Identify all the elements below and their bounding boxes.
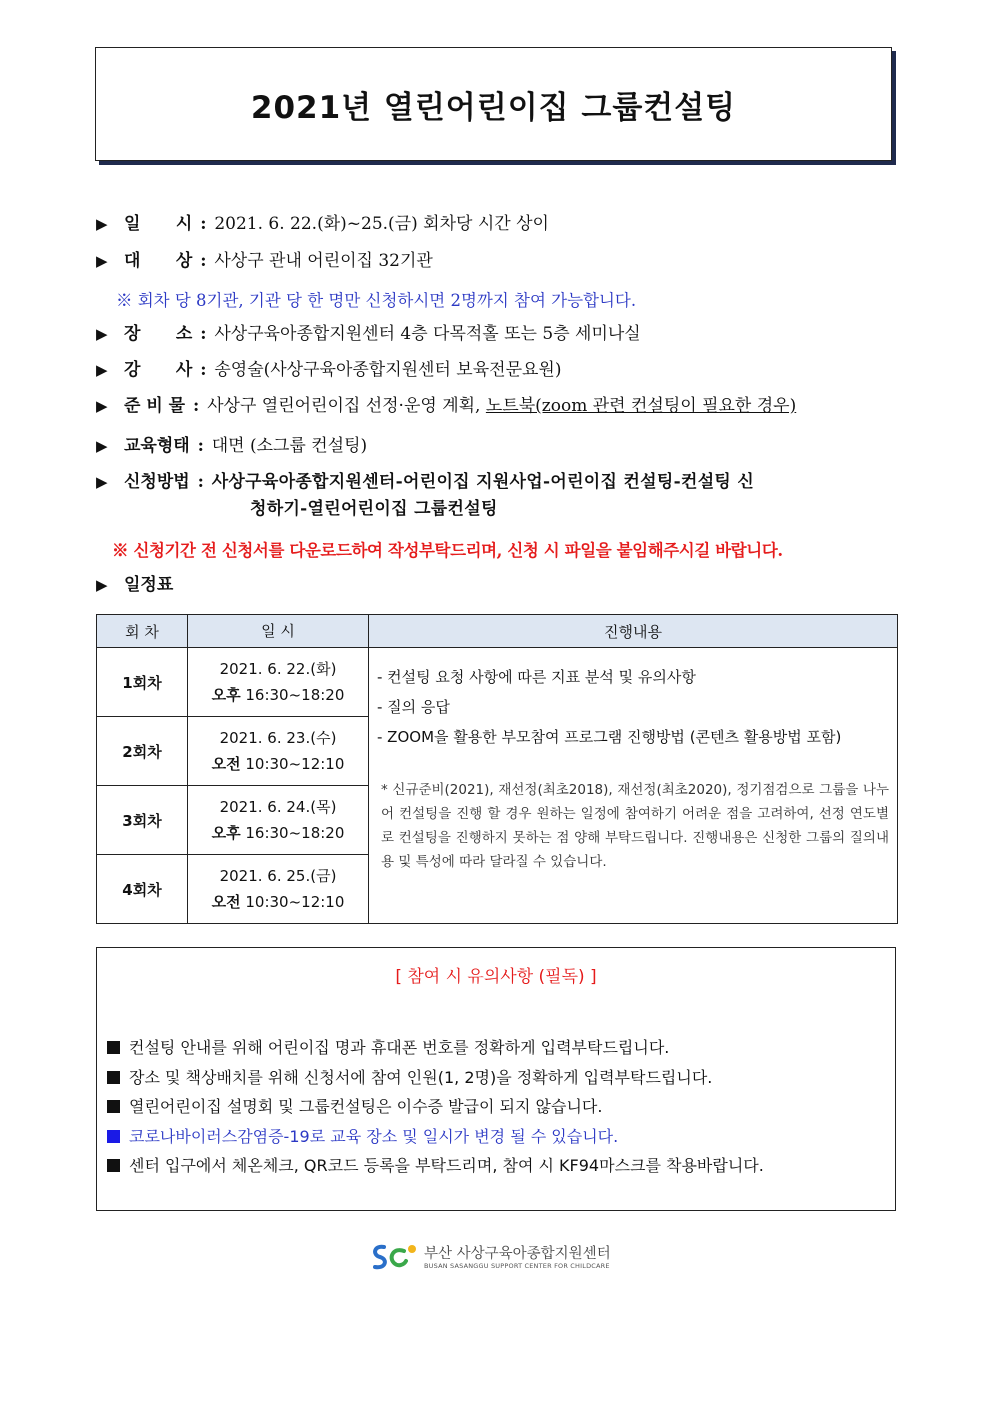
materials-laptop: 노트북(zoom 관련 컨설팅이 필요한 경우) bbox=[485, 396, 797, 416]
target-label: 대 상 bbox=[124, 251, 193, 271]
header-round: 회 차 bbox=[97, 615, 188, 648]
arrow-icon: ▶ bbox=[96, 576, 108, 594]
org-name: 부산 사상구육아종합지원센터 bbox=[424, 1246, 611, 1262]
table-header-row bbox=[97, 615, 898, 648]
info-target: ▶ 대 상 : 사상구 관내 어린이집 32기관 bbox=[96, 251, 433, 271]
round-cell: 1회차 bbox=[97, 648, 188, 717]
header-content: 진행내용 bbox=[369, 615, 898, 648]
content-item: - ZOOM을 활용한 부모참여 프로그램 진행방법 (콘텐츠 활용방법 포함) bbox=[377, 728, 842, 746]
schedule-label: 일정표 bbox=[124, 575, 174, 595]
target-note: ※ 회차 당 8기관, 기관 당 한 명만 신청하시면 2명까지 참여 가능합니다. bbox=[116, 291, 637, 310]
footer bbox=[370, 1241, 611, 1275]
info-date: ▶ 일 시 : 2021. 6. 22.(화)~25.(금) 회차당 시간 상이 bbox=[96, 214, 549, 234]
center-logo-icon bbox=[370, 1241, 420, 1275]
arrow-icon: ▶ bbox=[96, 325, 108, 343]
content-item: - 컨설팅 요청 사항에 따른 지표 분석 및 유의사항 bbox=[377, 668, 696, 686]
square-bullet-icon bbox=[107, 1159, 120, 1172]
org-name-en: BUSAN SASANGGU SUPPORT CENTER FOR CHILDCARE bbox=[424, 1262, 610, 1270]
square-bullet-icon bbox=[107, 1041, 120, 1054]
date-cell: 2021. 6. 23.(수) 오전 10:30~12:10 bbox=[188, 717, 369, 786]
format-value: 대면 (소그룹 컨설팅) bbox=[211, 436, 368, 456]
schedule-table bbox=[96, 614, 898, 924]
notice-item: 열린어린이집 설명회 및 그룹컨설팅은 이수증 발급이 되지 않습니다. bbox=[107, 1092, 895, 1122]
materials-value: 사상구 열린어린이집 선정·운영 계획, bbox=[207, 396, 486, 416]
apply-label: 신청방법 bbox=[124, 472, 190, 492]
page-title: 2021년 열린어린이집 그룹컨설팅 bbox=[250, 89, 737, 126]
info-place: ▶ 장 소 : 사상구육아종합지원센터 4층 다목적홀 또는 5층 세미나실 bbox=[96, 324, 641, 344]
notice-item: 장소 및 책상배치를 위해 신청서에 참여 인원(1, 2명)을 정확하게 입력부탁드립니다. bbox=[107, 1063, 895, 1093]
apply-value-line2: 청하기-열린어린이집 그룹컨설팅 bbox=[250, 499, 498, 519]
round-cell: 3회차 bbox=[97, 786, 188, 855]
lecturer-value: 송영술(사상구육아종합지원센터 보육전문요원) bbox=[214, 360, 562, 380]
arrow-icon: ▶ bbox=[96, 215, 108, 233]
info-lecturer: ▶ 강 사 : 송영술(사상구육아종합지원센터 보육전문요원) bbox=[96, 360, 562, 380]
notice-item: 센터 입구에서 체온체크, QR코드 등록을 부탁드리며, 참여 시 KF94마스크를 착용바랍니다. bbox=[107, 1151, 895, 1181]
info-format: ▶ 교육형태 : 대면 (소그룹 컨설팅) bbox=[96, 436, 368, 456]
date-cell: 2021. 6. 22.(화) 오후 16:30~18:20 bbox=[188, 648, 369, 717]
arrow-icon: ▶ bbox=[96, 473, 108, 491]
notice-box bbox=[96, 947, 896, 1211]
square-bullet-icon bbox=[107, 1130, 120, 1143]
apply-value-line1: 사상구육아종합지원센터-어린이집 지원사업-어린이집 컨설팅-컨설팅 신 bbox=[211, 472, 755, 492]
arrow-icon: ▶ bbox=[96, 252, 108, 270]
notice-item: 코로나바이러스감염증-19로 교육 장소 및 일시가 변경 될 수 있습니다. bbox=[107, 1122, 895, 1152]
info-apply: ▶ 신청방법 : 사상구육아종합지원센터-어린이집 지원사업-어린이집 컨설팅-컨설팅 신 bbox=[96, 472, 755, 492]
target-value: 사상구 관내 어린이집 32기관 bbox=[214, 251, 433, 271]
info-materials: ▶ 준 비 물 : 사상구 열린어린이집 선정·운영 계획, 노트북(zoom 관련 컨설팅이 필요한 경우) bbox=[96, 396, 797, 416]
notice-list bbox=[97, 1033, 895, 1181]
round-cell: 2회차 bbox=[97, 717, 188, 786]
content-item: - 질의 응답 bbox=[377, 698, 450, 716]
date-cell: 2021. 6. 25.(금) 오전 10:30~12:10 bbox=[188, 855, 369, 924]
date-value: 2021. 6. 22.(화)~25.(금) 회차당 시간 상이 bbox=[214, 214, 549, 234]
materials-label: 준 비 물 bbox=[124, 396, 186, 416]
date-cell: 2021. 6. 24.(목) 오후 16:30~18:20 bbox=[188, 786, 369, 855]
title-box bbox=[95, 47, 892, 161]
arrow-icon: ▶ bbox=[96, 397, 108, 415]
content-note: * 신규준비(2021), 재선정(최초2018), 재선정(최초2020), 정기점검으로 그룹을 나누어 컨설팅을 진행 할 경우 원하는 일정에 참여하기 어려운 점을 고려하여, 선정 연도별로 컨설팅을 진행하지 못하는 점 양해 부탁드립니다. 진행내용은 신청한 그룹의 질의내용 및 특성에 따라 달라질 수 있습니다. bbox=[381, 782, 889, 870]
place-label: 장 소 bbox=[124, 324, 193, 344]
table-row bbox=[97, 648, 898, 717]
info-schedule bbox=[96, 574, 173, 596]
format-label: 교육형태 bbox=[124, 436, 190, 456]
round-cell: 4회차 bbox=[97, 855, 188, 924]
header-date: 일 시 bbox=[188, 615, 369, 648]
date-label: 일 시 bbox=[124, 214, 193, 234]
arrow-icon: ▶ bbox=[96, 361, 108, 379]
notice-item: 컨설팅 안내를 위해 어린이집 명과 휴대폰 번호를 정확하게 입력부탁드립니다. bbox=[107, 1033, 895, 1063]
notice-title: [ 참여 시 유의사항 (필독) ] bbox=[395, 967, 597, 987]
place-value: 사상구육아종합지원센터 4층 다목적홀 또는 5층 세미나실 bbox=[214, 324, 641, 344]
content-cell bbox=[369, 648, 898, 924]
square-bullet-icon bbox=[107, 1100, 120, 1113]
apply-note: ※ 신청기간 전 신청서를 다운로드하여 작성부탁드리며, 신청 시 파일을 붙임해주시길 바랍니다. bbox=[112, 541, 783, 560]
arrow-icon: ▶ bbox=[96, 437, 108, 455]
square-bullet-icon bbox=[107, 1071, 120, 1084]
lecturer-label: 강 사 bbox=[124, 360, 193, 380]
